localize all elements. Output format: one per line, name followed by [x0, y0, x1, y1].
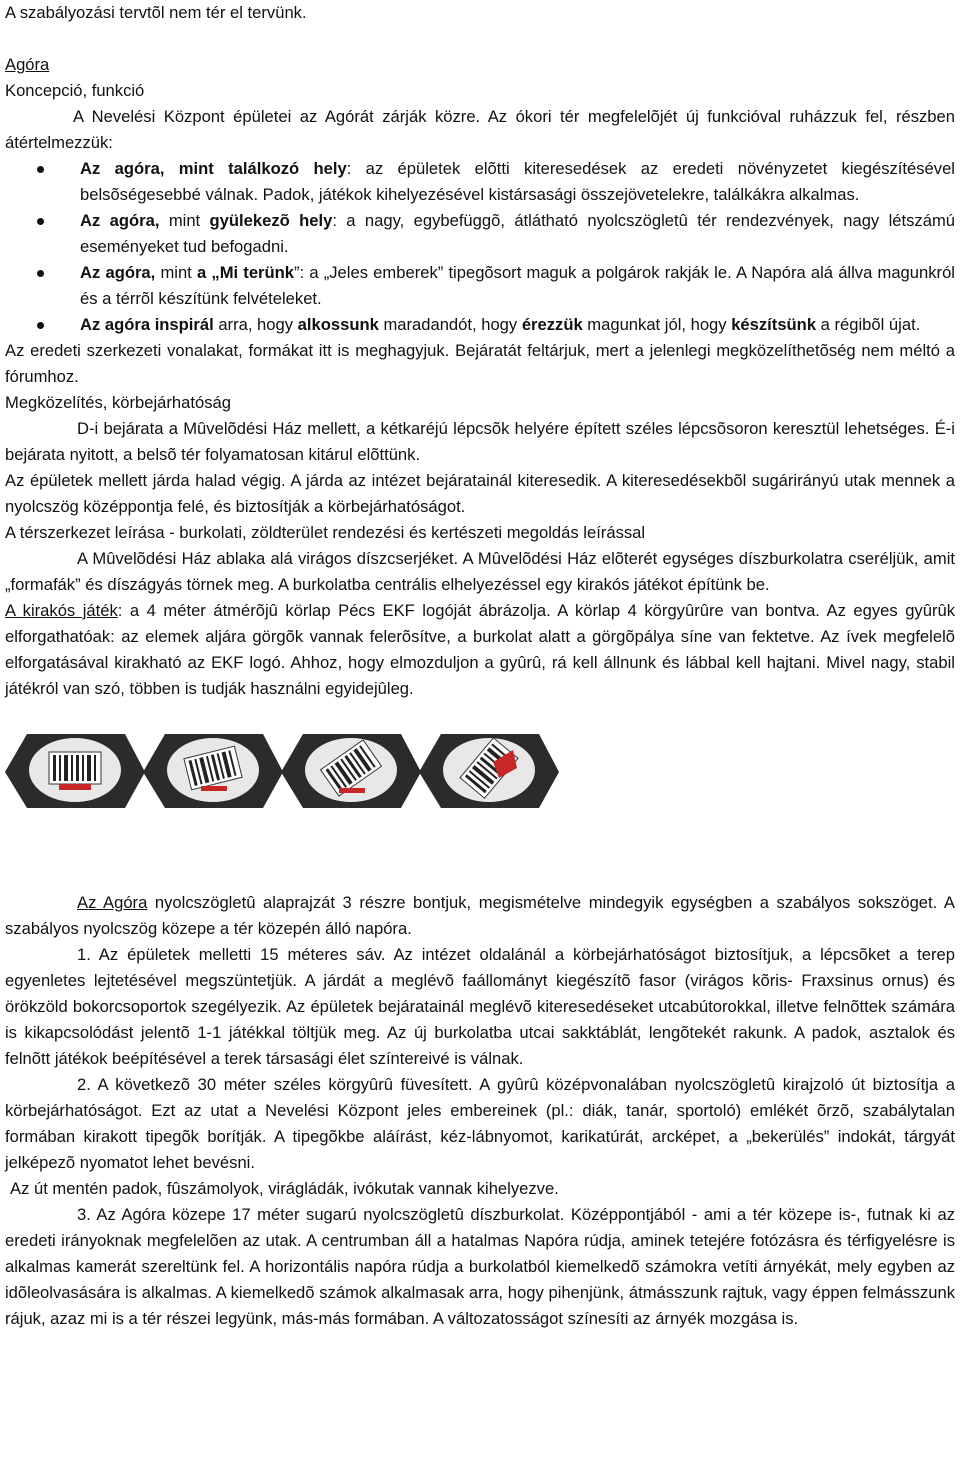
bullet-text: : a nagy, egybefüggõ, átlátható nyolcszögletû tér rendezvények, nagy létszámú eseményeket tud befogadni. — [80, 211, 955, 256]
kirakos-label: A kirakós játék — [5, 601, 118, 620]
bejarat-paragraph: D-i bejárata a Mûvelõdési Ház mellett, a kétkaréjú lépcsõk helyére épített széles lépcsõsoron keresztül lehetséges. É-i bejárata nyitott, a belsõ tér folyamatosan kitárul elõttünk. — [5, 419, 955, 464]
bullet-bold: érezzük — [521, 315, 583, 334]
epuletek-paragraph: Az épületek mellett járda halad végig. A járda az intézet bejáratainál kiteresedik. A kiteresedésekbõl sugárirányú utak mennek a nyolcszög középpontja felé, és biztosítják a körbejárhatóságot. — [5, 471, 955, 516]
neveles-intro: A Nevelési Központ épületei az Agórát zárják közre. Az ókori tér megfelelõjét új funkcióval ruházzuk fel, részben átértelmezzük: — [5, 107, 955, 152]
bullet-text: maradandót, hogy — [378, 315, 522, 334]
logo-plate-4 — [419, 734, 559, 808]
agora-text: nyolcszögletû alaprajzát 3 részre bontjuk, megismételve mindegyik egységben a szabályos sokszöget. A szabályos nyolcszög közepe a tér közepén álló napóra. — [5, 893, 955, 938]
bullet-text: : az épületek elõtti kiteresedések az eredeti növényzetet kiegészítésével belsõségesebbé válnak. Padok, játékok kihelyezésével kistársasági összejövetelekre, találkákra alkalmas. — [80, 159, 955, 204]
kirakos-text: : a 4 méter átmérõjû körlap Pécs EKF logóját ábrázolja. A körlap 4 körgyûrûre van bontva. Az egyes gyûrûk elforgathatóak: az elemek aljára görgõk vannak felerõsítve, a burkolat alatt a görgõpálya síne van fektetve. Az ívek megfelelõ elforgatásával kirakható az EKF logó. Ahhoz, hogy elmozduljon a gyûrû, rá kell állnunk és lábbal kell hajtani. Mivel nagy, stabil játékról van szó, többen is tudják használni egyidejûleg. — [5, 601, 955, 698]
document-page — [5, 0, 955, 1332]
logo-plate-2 — [143, 734, 283, 808]
bullet-lead: Az agóra, mint — [80, 159, 229, 178]
bullet-mi-terunk — [5, 260, 955, 312]
bullet-bold: gyülekezõ hely — [209, 211, 333, 230]
bullet-gyulekezo — [5, 208, 955, 260]
bullet-bold: találkozó hely — [228, 159, 347, 178]
bullet-text: magunkat jól, hogy — [582, 315, 732, 334]
bullet-lead: Az agóra, — [80, 263, 156, 282]
bullet-talalkozo — [5, 156, 955, 208]
bullet-text: mint — [159, 211, 210, 230]
section-3-paragraph: 3. Az Agóra közepe 17 méter sugarú nyolcszögletû díszburkolat. Középpontjából - ami a tér közepe is-, futnak ki az eredeti irányoknak megfelelõen az utak. A centrumban áll a hatalmas Napóra rúdja, aminek tetejére fotózásra és térfigyelésre is alkalmas kamerát szereltünk fel. A horizontális napóra rúdja a burkolatból kiemelkedõ számokra vetíti árnyékát, mely egyben az idõleolvasására is alkalmas. A kiemelkedõ számok alkalmasak arra, hogy pihenjünk, átmásszunk rajtuk, vagy éppen felmásszunk rájuk, azaz mi is a tér részei legyünk, más-más formában. A változatosságot színesíti az árnyék mozgása is. — [5, 1205, 955, 1328]
logo-plate-3 — [281, 734, 421, 808]
bullet-text: a régibõl újat. — [816, 315, 921, 334]
section-1-paragraph: 1. Az épületek melletti 15 méteres sáv. Az intézet oldalánál a körbejárhatóságot biztosítjuk, a lépcsõket a terep egyenletes lejtetésével megszüntetjük. A járdát a meglévõ faállományt kiegészítõ fasor (virágos kõris- Fraxsinus ornus) és örökzöld bokorcsoportok szegélyezik. Az épületek bejáratainál meglévõ kiteresedéseket utcabútorokkal, illetve felnõttek számára is kikapcsolódást jelentõ 1-1 játékkal töltjük meg. Az új burkolatba utcai sakktáblát, lengõtekét rakunk. A padok, asztalok és felnõtt játékok beépítésével a terek társasági élet színtereivé is válnak. — [5, 945, 955, 1068]
logo-plate-1 — [5, 734, 145, 808]
bullet-bold: készítsünk — [731, 315, 817, 334]
megkozelites-heading: Megközelítés, körbejárhatóság — [5, 393, 231, 412]
bullet-bold: a „Mi terünk — [196, 263, 295, 282]
ekf-logo-images — [5, 722, 565, 812]
bullet-inspiral — [5, 312, 955, 338]
agora-paragraph — [5, 890, 955, 942]
bullet-bold: Az agóra inspirál — [80, 315, 214, 334]
bullet-text: mint — [155, 263, 197, 282]
ekf-logo-strip — [5, 722, 955, 812]
bullet-bold: alkossunk — [297, 315, 379, 334]
section-2-paragraph: 2. A következõ 30 méter széles körgyûrû füvesített. A gyûrû középvonalában nyolcszögletû kirajzoló út biztosítja a körbejárhatóságot. Ezt az utat a Nevelési Központ jeles embereinek (pl.: diák, tanár, sportoló) emlékét õrzõ, szabálytalan formában kirakott tipegõk borítják. A tipegõkbe aláírást, kéz-lábnyomot, karikatúrát, arcképet, a „bekerülés” indokát, tárgyát jelképezõ nyomatot lehet bevésni. — [5, 1075, 955, 1172]
section-2b-paragraph: Az út mentén padok, fûszámolyok, virágládák, ivókutak vannak kihelyezve. — [10, 1179, 559, 1198]
kirakos-paragraph — [5, 598, 955, 702]
bullet-text: ”: a „Jeles emberek” tipegõsort maguk a polgárok rakják le. A Napóra alá állva magunkról és a térrõl készítünk felvételeket. — [80, 263, 955, 308]
agora-bullets — [5, 156, 955, 338]
intro-line: A szabályozási tervtõl nem tér el tervünk. — [5, 3, 307, 22]
muvelodesi-paragraph: A Mûvelõdési Ház ablaka alá virágos díszcserjéket. A Mûvelõdési Ház elõterét egységes díszburkolatra cseréljük, amit „formafák” és díszágyás törnek meg. A burkolatba centrális elhelyezéssel egy kirakós játékot építünk be. — [5, 549, 955, 594]
koncepcio-heading: Koncepció, funkció — [5, 81, 145, 100]
eredeti-paragraph: Az eredeti szerkezeti vonalakat, formákat itt is meghagyjuk. Bejáratát feltárjuk, mert a jelenlegi megközelíthetõség nem méltó a fórumhoz. — [5, 341, 955, 386]
agora-heading: Agóra — [5, 55, 50, 74]
terszerkezet-heading: A térszerkezet leírása - burkolati, zöldterület rendezési és kertészeti megoldás leírással — [5, 523, 646, 542]
bullet-lead: Az agóra, — [80, 211, 160, 230]
bullet-text: arra, hogy — [213, 315, 298, 334]
agora-label: Az Agóra — [77, 893, 148, 912]
